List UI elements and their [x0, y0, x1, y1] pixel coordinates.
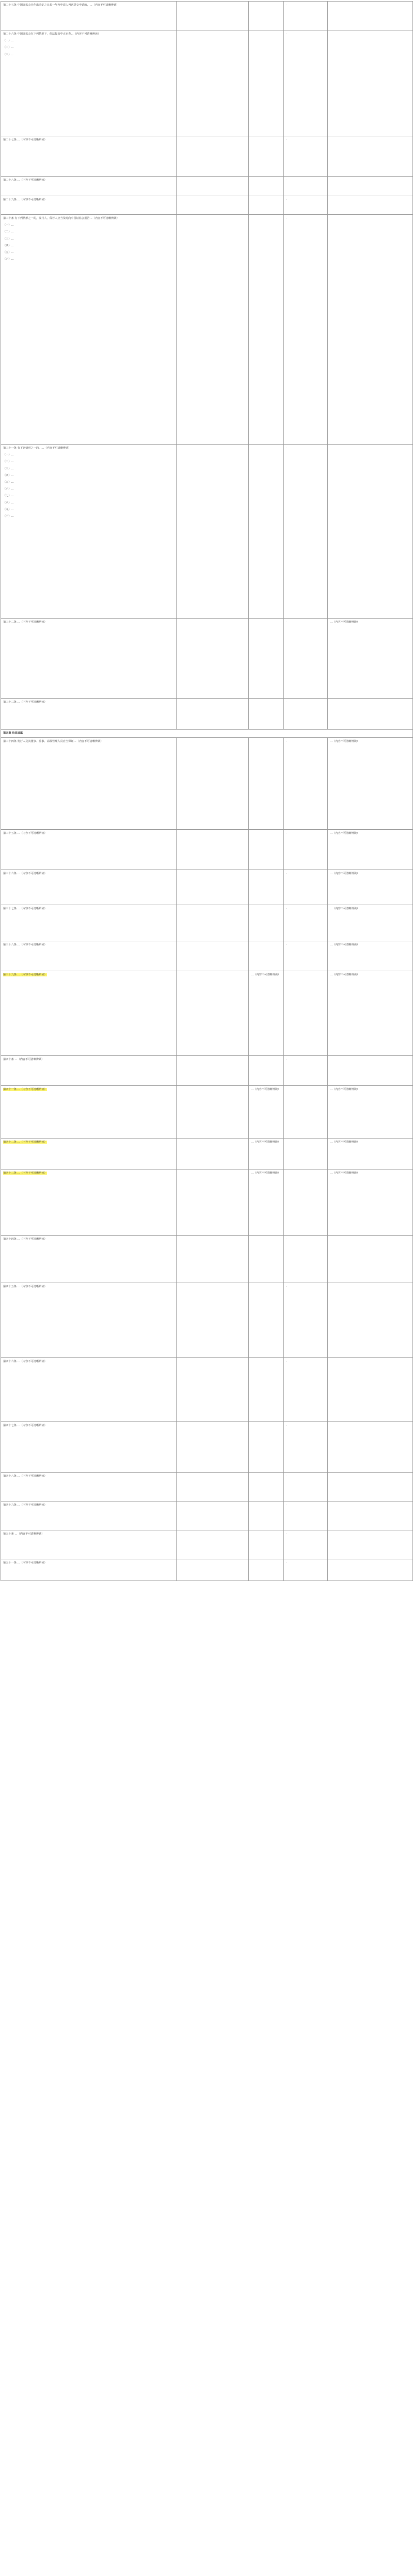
explanation-text: …（内容不可清晰辨读）: [330, 872, 360, 875]
explanation-cell: [328, 196, 413, 215]
status-mark-cell: [284, 1358, 328, 1422]
explanation-cell: [328, 830, 413, 870]
comparison-cell: [177, 177, 249, 196]
article-paragraph: 第四十条 …（内容不可清晰辨读）: [3, 1058, 44, 1061]
table-row: [1, 730, 413, 738]
table-row: [1, 1139, 413, 1170]
table-row: [1, 1283, 413, 1358]
article-paragraph: 第四十一条 …（内容不可清晰辨读）: [3, 1088, 47, 1091]
status-mark-cell: [284, 941, 328, 971]
change-source-cell: [249, 445, 284, 619]
article-paragraph: 第四十三条 …（内容不可清晰辨读）: [3, 1172, 47, 1175]
comparison-cell: [177, 1502, 249, 1530]
article-text-cell: [1, 1473, 177, 1502]
table-row: [1, 445, 413, 619]
article-text-cell: [1, 699, 177, 730]
table-row: [1, 941, 413, 971]
status-mark: ·: [286, 943, 287, 946]
comparison-cell: [177, 870, 249, 905]
explanation-cell: [328, 1056, 413, 1086]
table-row: [1, 1170, 413, 1236]
article-paragraph: （三）…: [3, 237, 14, 241]
status-mark-cell: [284, 971, 328, 1056]
article-text-cell: [1, 1358, 177, 1422]
comparison-cell: [177, 1422, 249, 1473]
article-paragraph: 第三十九条 …（内容不可清晰辨读）: [3, 973, 47, 976]
explanation-text: …（内容不可清晰辨读）: [330, 1172, 360, 1175]
explanation-cell: [328, 619, 413, 699]
status-mark: ·: [286, 832, 287, 835]
change-source-cell: [249, 136, 284, 177]
comparison-cell: [177, 830, 249, 870]
comparison-cell: [177, 215, 249, 445]
comparison-cell: [177, 738, 249, 830]
comparison-cell: [177, 2, 249, 30]
article-text-cell: [1, 971, 177, 1056]
article-text-cell: [1, 619, 177, 699]
article-text-cell: [1, 196, 177, 215]
explanation-cell: [328, 30, 413, 136]
change-source-text: …（内容不可清晰辨读）: [251, 1141, 281, 1144]
status-mark: ·: [286, 1285, 287, 1288]
change-source-cell: [249, 1559, 284, 1581]
table-row: [1, 870, 413, 905]
article-paragraph: 第四十八条 …（内容不可清晰辨读）: [3, 1475, 47, 1478]
status-mark: ·: [286, 907, 287, 910]
article-paragraph: （二）…: [3, 230, 14, 234]
article-paragraph: （四）…: [3, 244, 14, 247]
comparison-cell: [177, 1086, 249, 1139]
explanation-cell: [328, 136, 413, 177]
status-mark: ·: [286, 138, 287, 141]
article-paragraph: （二）…: [3, 460, 14, 464]
article-text-cell: [1, 1056, 177, 1086]
explanation-cell: [328, 445, 413, 619]
explanation-cell: [328, 905, 413, 941]
table-row: [1, 1358, 413, 1422]
explanation-cell: [328, 1422, 413, 1473]
change-source-cell: [249, 1056, 284, 1086]
article-paragraph: （四）…: [3, 473, 14, 477]
explanation-cell: [328, 699, 413, 730]
table-row: [1, 971, 413, 1056]
change-source-cell: [249, 30, 284, 136]
explanation-cell: [328, 1086, 413, 1139]
change-source-text: …（内容不可清晰辨读）: [251, 1172, 281, 1175]
article-paragraph: 第三十二条 …（内容不可清晰辨读）: [3, 621, 47, 624]
article-text-cell: [1, 1170, 177, 1236]
article-paragraph: 第五十条 …（内容不可清晰辨读）: [3, 1532, 44, 1536]
status-mark-cell: [284, 196, 328, 215]
status-mark: ·: [286, 1561, 287, 1564]
status-mark-cell: [284, 1559, 328, 1581]
article-text-cell: [1, 30, 177, 136]
article-paragraph: （一）…: [3, 453, 14, 457]
change-source-cell: [249, 1502, 284, 1530]
change-source-cell: [249, 870, 284, 905]
article-paragraph: 第三十五条 …（内容不可清晰辨读）: [3, 832, 47, 835]
explanation-cell: [328, 1473, 413, 1502]
article-paragraph: 第二十六条 中国证监会在下列情形下，依法提出中止审查…（内容不可清晰辨读）: [3, 33, 101, 36]
explanation-cell: [328, 971, 413, 1056]
change-source-cell: [249, 1358, 284, 1422]
article-paragraph: 第三十三条 …（内容不可清晰辨读）: [3, 701, 47, 704]
table-row: [1, 2, 413, 30]
status-mark-cell: [284, 738, 328, 830]
comparison-cell: [177, 445, 249, 619]
article-paragraph: （三）…: [3, 53, 14, 56]
article-paragraph: 第二十九条 …（内容不可清晰辨读）: [3, 198, 47, 201]
article-paragraph: 第五十一条 …（内容不可清晰辨读）: [3, 1561, 47, 1564]
status-mark: ·: [286, 217, 287, 220]
change-source-cell: [249, 699, 284, 730]
status-mark: ·: [286, 740, 287, 743]
status-mark-cell: [284, 1473, 328, 1502]
change-source-cell: [249, 2, 284, 30]
comparison-cell: [177, 1170, 249, 1236]
article-text-cell: [1, 1530, 177, 1559]
status-mark: ·: [286, 179, 287, 182]
status-mark-cell: [284, 445, 328, 619]
status-mark-cell: [284, 1236, 328, 1283]
change-source-cell: [249, 1086, 284, 1139]
article-paragraph: 第四十七条 …（内容不可清晰辨读）: [3, 1424, 47, 1427]
article-text-cell: [1, 1559, 177, 1581]
change-source-text: …（内容不可清晰辨读）: [251, 973, 281, 976]
status-mark-cell: [284, 830, 328, 870]
change-source-cell: [249, 1283, 284, 1358]
status-mark-cell: [284, 1056, 328, 1086]
article-paragraph: （三）…: [3, 467, 14, 470]
comparison-cell: [177, 1283, 249, 1358]
explanation-cell: [328, 1139, 413, 1170]
status-mark: ·: [286, 1424, 287, 1427]
table-row: [1, 830, 413, 870]
article-paragraph: 第二十八条 …（内容不可清晰辨读）: [3, 179, 47, 182]
article-text-cell: [1, 870, 177, 905]
explanation-text: …（内容不可清晰辨读）: [330, 621, 360, 624]
change-source-cell: [249, 1422, 284, 1473]
explanation-cell: [328, 1559, 413, 1581]
status-mark-cell: [284, 177, 328, 196]
comparison-cell: [177, 136, 249, 177]
change-source-cell: [249, 619, 284, 699]
article-text-cell: [1, 1422, 177, 1473]
status-mark-cell: [284, 699, 328, 730]
explanation-cell: [328, 1530, 413, 1559]
change-source-cell: [249, 1530, 284, 1559]
article-paragraph: （一）…: [3, 39, 14, 43]
comparison-cell: [177, 30, 249, 136]
article-paragraph: 第四十九条 …（内容不可清晰辨读）: [3, 1504, 47, 1507]
change-source-cell: [249, 971, 284, 1056]
article-paragraph: （六）…: [3, 487, 14, 491]
status-mark-cell: [284, 1086, 328, 1139]
change-source-cell: [249, 941, 284, 971]
article-text-cell: [1, 1086, 177, 1139]
table-row: [1, 738, 413, 830]
table-row: [1, 1086, 413, 1139]
article-paragraph: 第三十条 有下列情形之一的，发行人、保荐人应当及时向中国证监会报告…（内容不可清晰辨读）: [3, 217, 119, 220]
status-mark-cell: [284, 870, 328, 905]
article-paragraph: 第四十五条 …（内容不可清晰辨读）: [3, 1285, 47, 1288]
change-source-cell: [249, 177, 284, 196]
status-mark-cell: [284, 2, 328, 30]
article-text-cell: [1, 2, 177, 30]
status-mark-cell: [284, 136, 328, 177]
change-source-cell: [249, 905, 284, 941]
explanation-cell: [328, 738, 413, 830]
status-mark-cell: [284, 1530, 328, 1559]
comparison-cell: [177, 1139, 249, 1170]
article-paragraph: （五）…: [3, 481, 14, 484]
comparison-cell: [177, 905, 249, 941]
comparison-cell: [177, 1236, 249, 1283]
explanation-cell: [328, 1283, 413, 1358]
comparison-cell: [177, 1530, 249, 1559]
article-text-cell: [1, 1283, 177, 1358]
status-mark: ·: [286, 33, 287, 36]
explanation-text: …（内容不可清晰辨读）: [330, 907, 360, 910]
article-text-cell: [1, 738, 177, 830]
table-row: [1, 1056, 413, 1086]
status-mark-cell: [284, 1170, 328, 1236]
explanation-cell: [328, 215, 413, 445]
status-mark-cell: [284, 1283, 328, 1358]
comparison-cell: [177, 1056, 249, 1086]
status-mark: ·: [286, 1532, 287, 1536]
article-paragraph: 第二十七条 …（内容不可清晰辨读）: [3, 138, 47, 141]
explanation-cell: [328, 1502, 413, 1530]
article-paragraph: （九）…: [3, 508, 14, 511]
comparison-table: [1, 1, 413, 1581]
table-row: [1, 215, 413, 445]
status-mark-cell: [284, 30, 328, 136]
article-paragraph: 第三十六条 …（内容不可清晰辨读）: [3, 872, 47, 875]
explanation-text: …（内容不可清晰辨读）: [330, 943, 360, 946]
explanation-text: …（内容不可清晰辨读）: [330, 973, 360, 976]
article-text-cell: [1, 941, 177, 971]
comparison-cell: [177, 941, 249, 971]
table-row: [1, 1473, 413, 1502]
article-paragraph: 第三十八条 …（内容不可清晰辨读）: [3, 943, 47, 946]
table-row: [1, 619, 413, 699]
comparison-table-body: [1, 2, 413, 1581]
status-mark: ·: [286, 1058, 287, 1061]
explanation-cell: [328, 177, 413, 196]
status-mark-cell: [284, 619, 328, 699]
status-mark: ·: [286, 872, 287, 875]
article-text-cell: [1, 136, 177, 177]
table-row: [1, 177, 413, 196]
comparison-cell: [177, 699, 249, 730]
comparison-cell: [177, 196, 249, 215]
table-row: [1, 1422, 413, 1473]
comparison-cell: [177, 1559, 249, 1581]
status-mark-cell: [284, 905, 328, 941]
article-paragraph: 第二十五条 中国证监会自作出决定之日起一年内申请人再次提交申请的，...（内容不可清晰辨读）: [3, 4, 119, 7]
change-source-cell: [249, 196, 284, 215]
explanation-cell: [328, 1358, 413, 1422]
section-heading: 第四章 信息披露: [1, 730, 413, 738]
status-mark: ·: [286, 1360, 287, 1363]
comparison-cell: [177, 1358, 249, 1422]
article-paragraph: （一）…: [3, 224, 14, 227]
article-paragraph: 第三十四条 发行人及其董事、监事、高级管理人员应当保证…（内容不可清晰辨读）: [3, 740, 103, 743]
article-paragraph: 第四十四条 …（内容不可清晰辨读）: [3, 1238, 47, 1241]
change-source-cell: [249, 1139, 284, 1170]
article-text-cell: [1, 830, 177, 870]
table-row: [1, 30, 413, 136]
article-paragraph: 第三十七条 …（内容不可清晰辨读）: [3, 907, 47, 910]
table-row: [1, 136, 413, 177]
article-paragraph: （七）…: [3, 494, 14, 498]
article-text-cell: [1, 177, 177, 196]
change-source-cell: [249, 1170, 284, 1236]
status-mark-cell: [284, 1422, 328, 1473]
table-row: [1, 905, 413, 941]
explanation-cell: [328, 2, 413, 30]
status-mark: ·: [286, 4, 287, 7]
explanation-cell: [328, 870, 413, 905]
table-row: [1, 699, 413, 730]
status-mark: ·: [286, 701, 287, 704]
status-mark: ·: [286, 1238, 287, 1241]
comparison-cell: [177, 971, 249, 1056]
article-paragraph: 第三十一条 有下列情形之一的，…（内容不可清晰辨读）: [3, 447, 71, 450]
status-mark-cell: [284, 215, 328, 445]
explanation-cell: [328, 1170, 413, 1236]
status-mark-cell: [284, 1502, 328, 1530]
article-text-cell: [1, 445, 177, 619]
comparison-cell: [177, 1473, 249, 1502]
change-source-cell: [249, 215, 284, 445]
article-text-cell: [1, 1502, 177, 1530]
table-row: [1, 196, 413, 215]
status-mark: ·: [286, 1504, 287, 1507]
table-row: [1, 1530, 413, 1559]
explanation-text: …（内容不可清晰辨读）: [330, 832, 360, 835]
status-mark: ·: [286, 198, 287, 201]
table-row: [1, 1559, 413, 1581]
status-mark: ·: [286, 1475, 287, 1478]
comparison-cell: [177, 619, 249, 699]
article-paragraph: 第四十六条 …（内容不可清晰辨读）: [3, 1360, 47, 1363]
status-mark-cell: [284, 1139, 328, 1170]
status-mark: ·: [286, 447, 287, 450]
change-source-cell: [249, 830, 284, 870]
article-paragraph: 第四十二条 …（内容不可清晰辨读）: [3, 1141, 47, 1144]
explanation-cell: [328, 941, 413, 971]
article-paragraph: （二）…: [3, 46, 14, 50]
article-paragraph: （五）…: [3, 251, 14, 255]
change-source-cell: [249, 738, 284, 830]
change-source-text: …（内容不可清晰辨读）: [251, 1088, 281, 1091]
article-paragraph: （六）…: [3, 258, 14, 261]
table-row: [1, 1236, 413, 1283]
change-source-cell: [249, 1236, 284, 1283]
article-text-cell: [1, 1236, 177, 1283]
article-text-cell: [1, 905, 177, 941]
explanation-cell: [328, 1236, 413, 1283]
table-row: [1, 1502, 413, 1530]
status-mark: ·: [286, 621, 287, 624]
explanation-text: …（内容不可清晰辨读）: [330, 740, 360, 743]
article-text-cell: [1, 215, 177, 445]
explanation-text: …（内容不可清晰辨读）: [330, 1088, 360, 1091]
article-paragraph: （八）…: [3, 501, 14, 504]
article-paragraph: （十）…: [3, 515, 14, 518]
change-source-cell: [249, 1473, 284, 1502]
article-text-cell: [1, 1139, 177, 1170]
explanation-text: …（内容不可清晰辨读）: [330, 1141, 360, 1144]
